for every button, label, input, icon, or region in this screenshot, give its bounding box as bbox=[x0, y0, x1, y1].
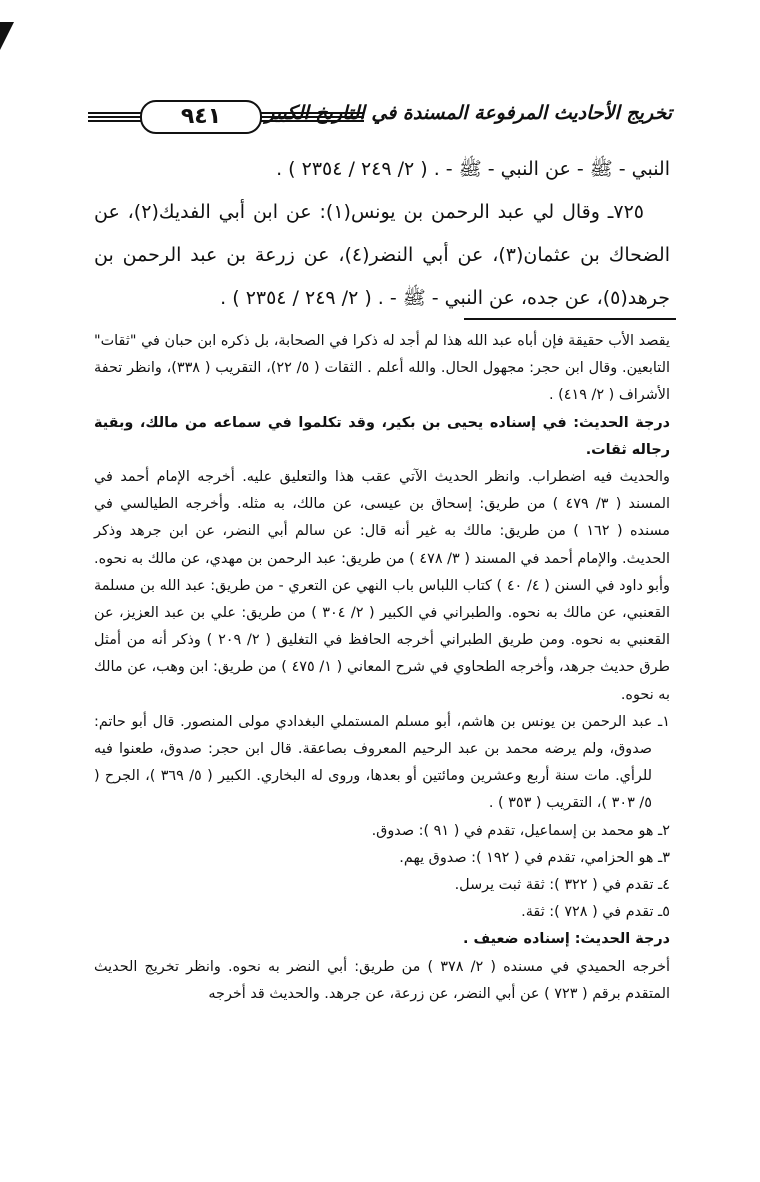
running-title: تخريج الأحاديث المرفوعة المسندة في التاريخ الكبير bbox=[265, 102, 672, 124]
grade-heading-1: درجة الحديث: في إسناده يحيى بن بكير، وقد تكلموا في سماعه من مالك، وبقية رجاله ثقات. bbox=[94, 414, 670, 458]
hadith-text bbox=[94, 148, 670, 320]
footnote-separator bbox=[464, 318, 676, 320]
closing-text: أخرجه الحميدي في مسنده ( ٢/ ٣٧٨ ) من طريق: أبي النضر به نحوه. وانظر تخريج الحديث المتقدم برقم ( ٧٢٣ ) عن أبي النضر، عن زرعة، عن جرهد. والحديث قد أخرجه bbox=[94, 958, 670, 1002]
footnote-3: ٣ـ هو الحزامي، تقدم في ( ١٩٢ ): صدوق يهم. bbox=[399, 849, 670, 866]
footnote-4: ٤ـ تقدم في ( ٣٢٢ ): ثقة ثبت يرسل. bbox=[454, 877, 670, 894]
page-number-badge: ٩٤١ bbox=[140, 100, 262, 134]
footnotes-section bbox=[94, 328, 670, 1008]
running-header bbox=[88, 100, 672, 134]
grade-heading-2: درجة الحديث: إسناده ضعيف . bbox=[463, 931, 670, 948]
grade-text-1: والحديث فيه اضطراب. وانظر الحديث الآتي عقب هذا والتعليق عليه. أخرجه الإمام أحمد في المسند ( ٣/ ٤٧٩ ) من طريق: إسحاق بن عيسى، عن مالك، به مثله. وأخرجه الطيالسي في مسنده ( ١٦٢ ) من طريق: مالك به غير أنه قال: عن سالم أبي النضر، عن ابن جرهد وذكر الحديث. والإمام أحمد في المسند ( ٣/ ٤٧٨ ) من طريق: عبد الرحمن بن مهدي، عن مالك به نحوه. وأبو داود في السنن ( ٤/ ٤٠ ) كتاب اللباس باب النهي عن التعري - من طريق: عبد الله بن مسلمة القعنبي، عن مالك به نحوه. والطبراني في الكبير ( ٢/ ٣٠٤ ) من طريق: علي بن عبد العزيز، عن القعنبي به نحوه. ومن طريق الطبراني أخرجه الحافظ في التغليق ( ٢/ ٢٠٩ ) وذكر أنه من أمثل طرق حديث جرهد، وأخرجه الطحاوي في شرح المعاني ( ١/ ٤٧٥ ) من طريق: ابن وهب، عن مالك به نحوه. bbox=[94, 469, 671, 703]
page-corner-mark bbox=[0, 22, 14, 50]
note-intro: يقصد الأب حقيقة فإن أباه عبد الله هذا لم أجد له ذكرا في الصحابة، بل ذكره ابن حبان في "ثقات" التابعين. وقال ابن حجر: مجهول الحال. والله أعلم . الثقات ( ٥/ ٢٢)، التقريب ( ٣٣٨)، وانظر تحفة الأشراف ( ٢/ ٤١٩) . bbox=[94, 333, 670, 404]
footnote-2: ٢ـ هو محمد بن إسماعيل، تقدم في ( ٩١ ): صدوق. bbox=[371, 822, 670, 839]
hadith-725: ٧٢٥ـ وقال لي عبد الرحمن بن يونس(١): عن ابن أبي الفديك(٢)، عن الضحاك بن عثمان(٣)، عن أبي النضر(٤)، عن زرعة بن عبد الرحمن بن جرهد(٥)، عن جده، عن النبي - ﷺ - . ( ٢/ ٢٤٩ / ٢٣٥٤ ) . bbox=[94, 201, 670, 309]
hadith-line-continuation: النبي - ﷺ - عن النبي - ﷺ - . ( ٢/ ٢٤٩ / ٢٣٥٤ ) . bbox=[276, 158, 670, 180]
footnote-1: ١ـ عبد الرحمن بن يونس بن هاشم، أبو مسلم المستملي البغدادي مولى المنصور. قال أبو حاتم: صدوق، ولم يرضه محمد بن عبد الرحيم المعروف بصاعقة. قال ابن حجر: صدوق، طعنوا فيه للرأي. مات سنة أربع وعشرين ومائتين أو بعدها، وروى له البخاري. الكبير ( ٥/ ٣٦٩ )، الجرح ( ٥/ ٣٠٣ )، التقريب ( ٣٥٣ ) . bbox=[94, 713, 670, 812]
footnote-5: ٥ـ تقدم في ( ٧٢٨ ): ثقة. bbox=[521, 904, 670, 921]
